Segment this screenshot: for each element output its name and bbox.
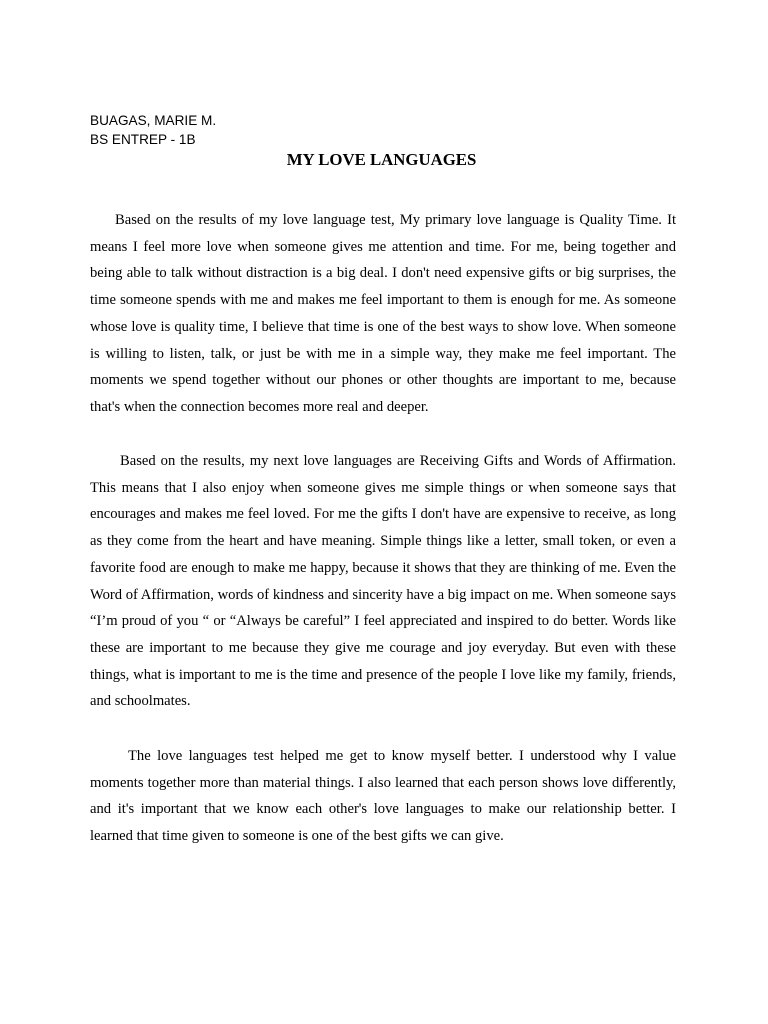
document-title: MY LOVE LANGUAGES xyxy=(286,150,477,169)
author-block xyxy=(90,111,216,149)
paragraph-block-1 xyxy=(90,207,676,421)
paragraph-block-2 xyxy=(90,448,676,715)
course-section: BS ENTREP - 1B xyxy=(90,132,196,147)
author-name: BUAGAS, MARIE M. xyxy=(90,113,217,128)
paragraph-block-3 xyxy=(90,743,676,850)
paragraph-2: Based on the results, my next love languages are Receiving Gifts and Words of Affirmation. This means that I also enjoy when someone gives me simple things or when someone says that encourages and makes me feel loved. For me the gifts I don't have are expensive to receive, as long as they come from the heart and have meaning. Simple things like a letter, small token, or even a favorite food are enough to make me happy, because it shows that they are thinking of me. Even the Word of Affirmation, words of kindness and sincerity have a big impact on me. When someone says “I’m proud of you “ or “Always be careful” I feel appreciated and inspired to do better. Words like these are important to me because they give me courage and joy everyday. But even with these things, what is important to me is the time and presence of the people I love like my family, friends, and schoolmates. xyxy=(90,453,676,710)
paragraph-1: Based on the results of my love language test, My primary love language is Quality Time. It means I feel more love when someone gives me attention and time. For me, being together and being able to talk without distraction is a big deal. I don't need expensive gifts or big surprises, the time someone spends with me and makes me feel important to them is enough for me. As someone whose love is quality time, I believe that time is one of the best ways to show love. When someone is willing to listen, talk, or just be with me in a simple way, they make me feel important. The moments we spend together without our phones or other thoughts are important to me, because that's when the connection becomes more real and deeper. xyxy=(90,212,676,415)
paragraph-3: The love languages test helped me get to know myself better. I understood why I value moments together more than material things. I also learned that each person shows love differently, and it's important that we know each other's love languages to make our relationship better. I learned that time given to someone is one of the best gifts we can give. xyxy=(90,748,676,845)
